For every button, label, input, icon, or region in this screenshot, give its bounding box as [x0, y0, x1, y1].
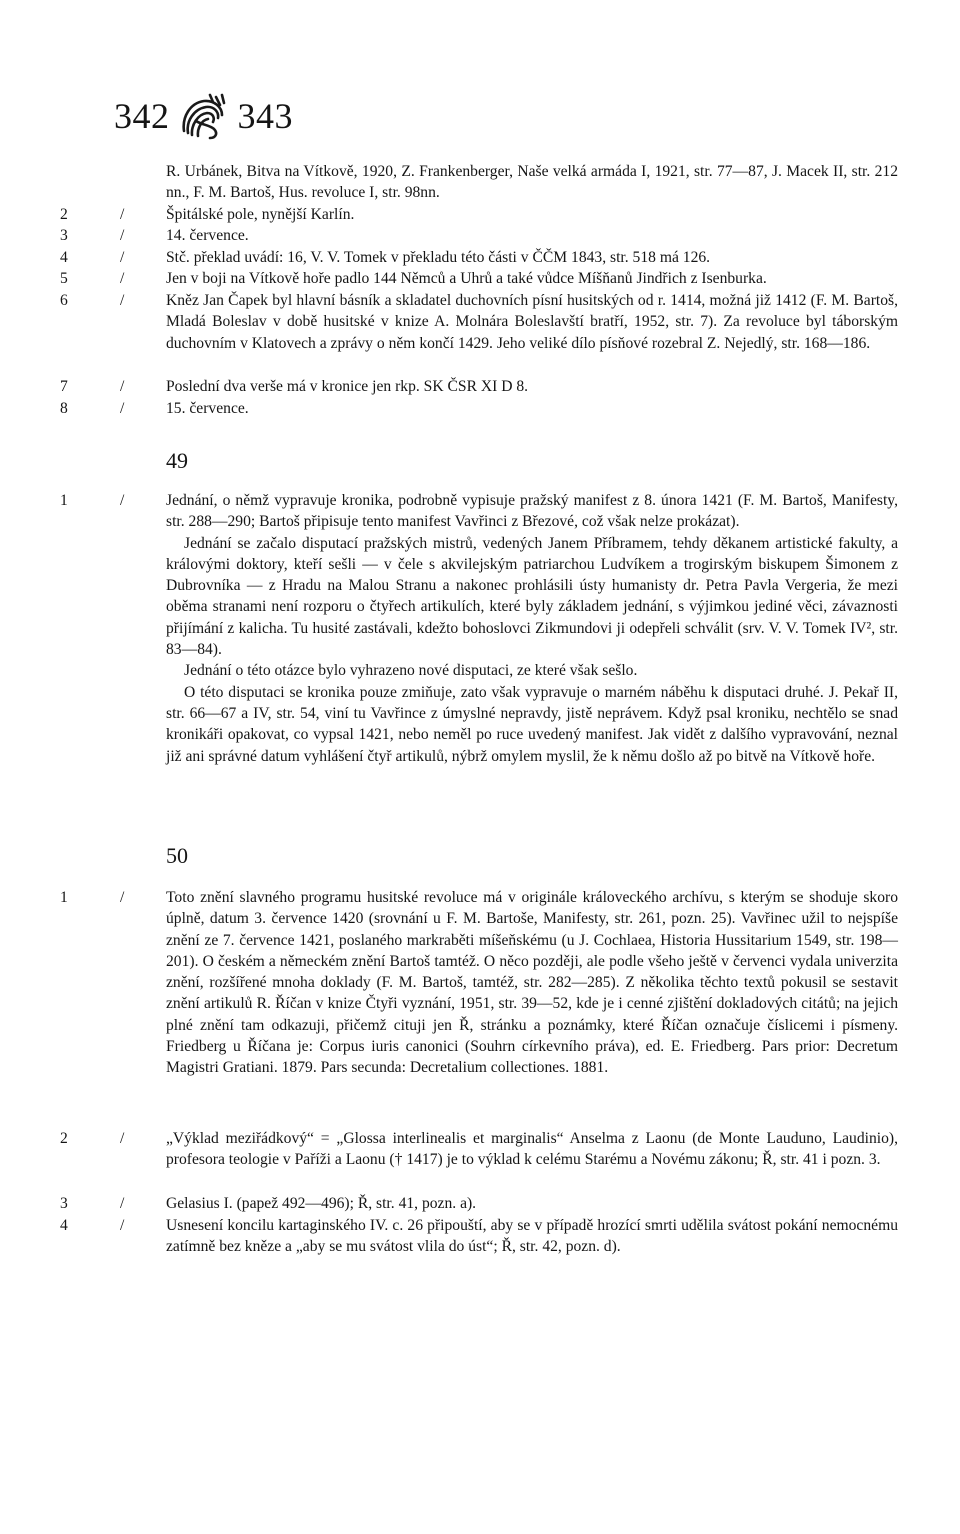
note-separator: /	[120, 249, 125, 266]
note-separator: /	[120, 378, 125, 395]
note-number: 4	[60, 1217, 68, 1234]
note-body: Kněz Jan Čapek byl hlavní básník a skladatel duchovních písní husitských od r. 1414, možná již 1412 (F. M. Bartoš, Mladá Boleslav v době husitské v knize A. Molnára Boleslavští bratří, 1952, str. 7). Za revoluce byl táborským duchovním v Klatovech a zprávy o něm končí 1429. Jeho veliké dílo písňové rozebral Z. Nejedlý, str. 168—186.	[166, 292, 898, 352]
note-body	[166, 490, 898, 767]
note-number: 3	[60, 227, 68, 244]
note-number: 1	[60, 889, 68, 906]
paragraph: Jednání o této otázce bylo vyhrazeno nové disputaci, ze které však sešlo.	[184, 662, 638, 680]
paragraph: Jednání se začalo disputací pražských mistrů, vedených Janem Příbramem, tehdy děkanem artistické fakulty, a královými doktory, kteří sešli — v čele s akvilejským patriarchou Ludvíkem a trogirským biskupem Šimonem z Dubrovníka — z Hradu na Malou Stranu a nakonec prohlásili ústy humanisty dr. Petra Pavla Vergeria, že mezi oběma stranami není rozporu o čtyřech artikulích, které byly základem jednání, s výjimkou jediné věci, závaznosti přijímání z kalicha. Tu husité zastávali, kdežto bohoslovci Zikmundovi ji odepřeli schválit (srv. V. V. Tomek IV², str. 83—84).	[166, 534, 898, 659]
note-body: Gelasius I. (papež 492—496); Ř, str. 41, pozn. a).	[166, 1195, 477, 1212]
paragraph: Jednání, o němž vypravuje kronika, podrobně vypisuje pražský manifest z 8. února 1421 (F. M. Bartoš, Manifesty, str. 288—290; Bartoš připisuje tento manifest Vavřinci z Březové, což však nelze prokázat).	[166, 492, 898, 531]
note-body: R. Urbánek, Bitva na Vítkově, 1920, Z. Frankenberger, Naše velká armáda I, 1921, str. 77—87, J. Macek II, str. 212 nn., F. M. Bartoš, Hus. revoluce I, str. 98nn.	[166, 163, 898, 202]
note-separator: /	[120, 227, 125, 244]
publisher-swirl-logo-icon	[176, 91, 230, 141]
note-body: 14. července.	[166, 227, 249, 244]
note-separator: /	[120, 400, 125, 417]
note-separator: /	[120, 206, 125, 223]
note-separator: /	[120, 492, 125, 509]
note-number: 4	[60, 249, 68, 266]
section-number: 49	[166, 448, 188, 473]
note-body: Jen v boji na Vítkově hoře padlo 144 Němců a Uhrů a také vůdce Míšňanů Jindřich z Isenburka.	[166, 270, 767, 287]
note-body: Špitálské pole, nynější Karlín.	[166, 206, 355, 223]
note-number: 6	[60, 292, 68, 309]
note-separator: /	[120, 1217, 125, 1234]
left-page-number: 342	[114, 96, 170, 136]
note-separator: /	[120, 270, 125, 287]
note-number: 7	[60, 378, 68, 395]
note-number: 8	[60, 400, 68, 417]
right-page-number: 343	[237, 96, 293, 136]
note-number: 2	[60, 1130, 68, 1147]
note-body: 15. července.	[166, 400, 249, 417]
note-body: Toto znění slavného programu husitské revoluce má v originále královeckého archívu, s kterým se shoduje skoro úplně, datum 3. července 1420 (srovnání u F. M. Bartoše, Manifesty, str. 261, pozn. 25). Vavřinec užil to nejspíše znění ze 7. července 1421, poslaného markraběti míšeňskému (u J. Cochlaea, Historia Hussitarium 1549, str. 198—201). O českém a německém znění Bartoš tamtéž. O něco později, ale podle všeho ještě v červenci vydala univerzita znění, rozšířené mnoha doklady (F. M. Bartoš, tamtéž, str. 282—285). Z několika těchto textů pokusil se sestavit znění artikulů R. Říčan v knize Čtyři vyznání, 1951, str. 39—52, kde je i cenné zjištění dokladových citátů; na jejich plné znění tam odkazuji, přičemž cituji jen Ř, stránku a poznámky, které Říčan označuje číslicemi i písmeny. Friedberg u Říčana je: Corpus iuris canonici (Souhrn církevního práva), ed. E. Friedberg. Pars prior: Decretum Magistri Gratiani. 1879. Pars secunda: Decretalium collectiones. 1881.	[166, 889, 898, 1077]
note-number: 3	[60, 1195, 68, 1212]
note-separator: /	[120, 1195, 125, 1212]
note-body: Stč. překlad uvádí: 16, V. V. Tomek v překladu této části v ČČM 1843, str. 518 má 126.	[166, 249, 711, 266]
note-body: „Výklad meziřádkový“ = „Glossa interlinealis et marginalis“ Anselma z Laonu (de Monte Laudunо, Laudinio), profesora teologie v Paříži a Laonu († 1417) je to výklad k celému Starému a Novému zákonu; Ř, str. 41 i pozn. 3.	[166, 1130, 898, 1169]
note-number: 1	[60, 492, 68, 509]
note-separator: /	[120, 1130, 125, 1147]
paragraph: O této disputaci se kronika pouze zmiňuje, zato však vypravuje o marném náběhu k disputaci druhé. J. Pekař II, str. 66—67 a IV, str. 54, viní tu Vavřince z úmyslné nepravdy, jistě neprávem. Když psal kroniku, nechtělo se snad kronikáři opakovat, co vypsal 1421, nebo neměl po ruce uvedený manifest. Jak vidět z dalšího vypravování, neznal již ani správné datum vyhlášení čtyř artikulů, nýbrž omylem myslil, že k němu došlo až po bitvě na Vítkově hoře.	[166, 683, 898, 765]
note-body: Usnesení koncilu kartaginského IV. c. 26 připouští, aby se v případě hrozící smrti udělila svátost pokání nemocnému zatímně bez kněze a „aby se mu svátost vlila do úst“; Ř, str. 42, pozn. d).	[166, 1217, 898, 1256]
note-number: 5	[60, 270, 68, 287]
note-body: Poslední dva verše má v kronice jen rkp. SK ČSR XI D 8.	[166, 378, 529, 395]
note-separator: /	[120, 292, 125, 309]
note-number: 2	[60, 206, 68, 223]
page-header	[114, 86, 293, 146]
note-separator: /	[120, 889, 125, 906]
section-number: 50	[166, 843, 188, 868]
